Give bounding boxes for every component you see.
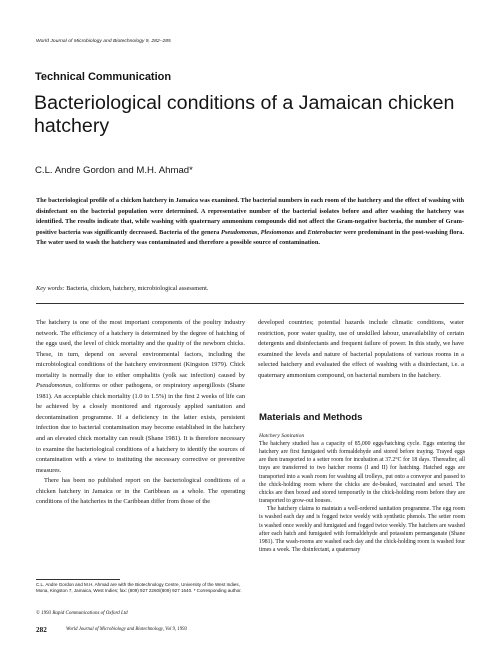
intro-paragraph-2: There has been no published report on the bacteriological conditions of a chicken hatchery in Jamaica or in the Caribbean as a whole. The operating conditions of the hatcheries in the Caribbean differ from those of the xyxy=(36,477,245,506)
abstract-divider xyxy=(36,303,464,304)
body-left-column xyxy=(36,318,245,508)
intro-continued-paragraph: developed countries; potential hazards include climatic conditions, water restriction, poor water quality, use of unskilled labour, unavailability of certain detergents and disinfectants and frequent failure of power. In this study, we have examined the levels and nature of bacterial populations of various rooms in a selected hatchery and evaluated the effect of washing with a disinfectant, i.e. a quaternary ammonium compound, on bacterial numbers in the hatchery. xyxy=(258,319,464,379)
body-right-column-intro xyxy=(258,318,464,381)
hatchery-sanitation-subheading: Hatchery Sanitation xyxy=(259,433,305,439)
keywords-text: Bacteria, chicken, hatchery, microbiological assessment. xyxy=(64,285,209,292)
abstract-separator-1: , xyxy=(257,228,261,236)
abstract-text-part2: were predominant in the post-washing flora. The water used to wash the hatchery was contaminated and therefore a possible source of contamination. xyxy=(36,228,464,247)
methods-body xyxy=(259,440,465,554)
article-title: Bacteriological conditions of a Jamaican chicken hatchery xyxy=(34,92,455,137)
intro-p1-text-b: , coliforms or other pathogens, or respiratory aspergillosis (Shane 1981). An acceptable chick mortality (1.0 to 1.5%) in the first 2 weeks of life can be achieved by a closely monitored and rigorously applied sanitation and decontamination programme. If a deficiency in the latter exists, persistent infection due to bacterial contamination may become established in the hatchery and an elevated chick mortality can result (Shane 1981). It is therefore necessary to examine the bacteriological conditions of a hatchery to identify the sources of contamination with a view to instituting the necessary corrective or preventive measures. xyxy=(36,382,245,474)
abstract xyxy=(36,196,464,249)
abstract-separator-2: and xyxy=(293,228,308,236)
copyright-symbol: © xyxy=(36,611,40,616)
running-footer: World Journal of Microbiology and Biotechnology, Vol 9, 1993 xyxy=(66,627,187,632)
footnote-divider xyxy=(36,579,120,580)
intro-p1-italic-genus: Pseudomonas xyxy=(36,382,72,390)
abstract-genus-pseudomonas: Pseudomonas xyxy=(221,228,258,236)
methods-paragraph-2: The hatchery claims to maintain a well-ordered sanitation programme. The egg room is washed each day and is fogged twice weekly with synthetic phenols. The setter room is washed once weekly and fumigated and fogged twice weekly. The hatchers are washed after each hatch and fumigated with formaldehyde and potassium permanganate (Shane 1981). The wash-rooms are washed each day and the chick-holding room is washed four times a week. The disinfectant, a quaternary xyxy=(259,506,465,554)
intro-p1-text-a: The hatchery is one of the most important components of the poultry industry network. The efficiency of a hatchery is determined by the degree of hatching of the eggs used, the level of chick mortality and the quality of the newborn chicks. These, in turn, depend on several environmental factors, including the microbiological conditions of the hatchery environment (Kingston 1979). Chick mortality is normally due to either omphalitis (yolk sac infection) caused by xyxy=(36,319,245,379)
journal-header-line: World Journal of Microbiology and Biotechnology 9, 282–285 xyxy=(36,39,171,44)
methods-paragraph-1: The hatchery studied has a capacity of 85,000 eggs/hatching cycle. Eggs entering the hatchery are first fumigated with formaldehyde and stored before traying. Trayed eggs are then transported to a setter room for incubation at 37.2°C for 18 days. Thereafter, all trays are transferred to two hatcher rooms (I and II) for hatching. Hatched eggs are transported into a wash room for washing all trolleys, put onto a conveyor and passed to the chick-holding room where the chicks are de-beaked, vaccinated and sexed. The chicks are then boxed and stored temporarily in the chick-holding room before they are transported to grow-out houses. xyxy=(259,441,465,505)
methods-heading: Materials and Methods xyxy=(259,412,363,423)
author-line: C.L. Andre Gordon and M.H. Ahmad* xyxy=(35,165,193,176)
abstract-text-part1: The bacteriological profile of a chicken hatchery in Jamaica was examined. The bacterial numbers in each room of the hatchery and the effect of washing with disinfectant on the bacterial population were determined. A representative number of the bacterial isolates before and after washing the hatchery was identified. The results indicate that, while washing with quaternary ammonium compounds did not affect the Gram-negative bacteria, the number of Gram-positive bacteria was significantly decreased. Bacteria of the genera xyxy=(36,197,464,236)
abstract-genus-plesiomonas: Plesiomonas xyxy=(260,228,294,236)
abstract-genus-enterobacter: Enterobacter xyxy=(307,228,342,236)
copyright-notice xyxy=(36,611,128,616)
keywords-label: Key words: xyxy=(36,285,65,292)
page-number: 282 xyxy=(36,626,47,634)
section-label: Technical Communication xyxy=(35,71,172,83)
author-affiliation-footnote: C.L. Andre Gordon and M.H. Ahmad are with the Biotechnology Centre, University of the West Indies, Mona, Kingston 7, Jamaica, West Indies; fax: (809) 927 2260/(809) 927 1640. * Corresponding author. xyxy=(36,582,242,594)
intro-paragraph-1 xyxy=(36,318,245,476)
keywords xyxy=(36,285,464,292)
copyright-text: 1993 Rapid Communications of Oxford Ltd xyxy=(39,611,128,616)
